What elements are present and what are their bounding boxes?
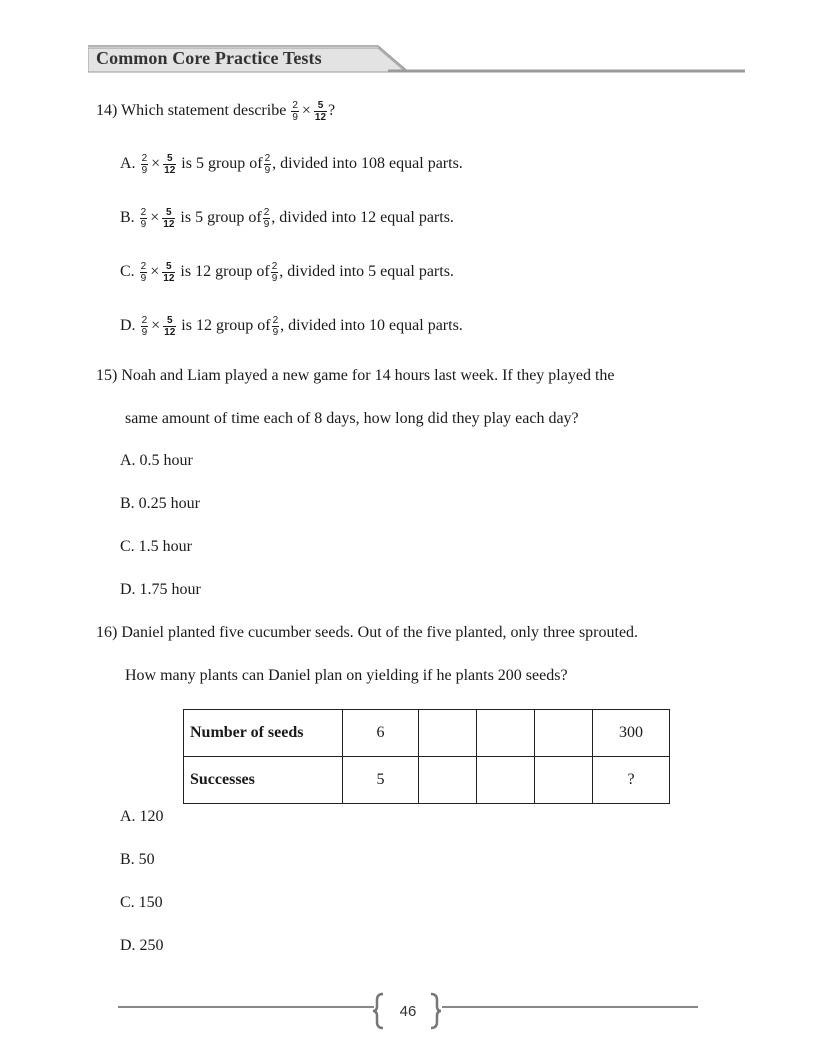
fraction-denominator: 12 (164, 327, 176, 338)
seeds-ratio-table (183, 709, 670, 804)
question-16-line-2: How many plants can Daniel plan on yielding if he plants 200 seeds? (125, 667, 568, 684)
fraction-two-ninths (272, 315, 280, 338)
option-letter: C. (120, 263, 135, 281)
option-text-end: , divided into 108 equal parts. (272, 155, 463, 173)
q14-option-b[interactable] (120, 207, 454, 230)
fraction-denominator: 12 (163, 273, 175, 284)
fraction-five-twelfths (163, 315, 176, 338)
q15-option-a[interactable]: A. 0.5 hour (120, 452, 193, 469)
fraction-numerator: 5 (317, 100, 324, 111)
option-letter: B. (120, 209, 135, 227)
fraction-denominator: 9 (140, 273, 147, 284)
table-cell: 5 (343, 757, 419, 804)
fraction-numerator: 2 (272, 315, 279, 326)
times-sign: × (151, 317, 161, 335)
row-label: Number of seeds (184, 710, 343, 757)
q15-option-d[interactable]: D. 1.75 hour (120, 581, 201, 598)
fraction-two-ninths (264, 153, 272, 176)
fraction-numerator: 2 (263, 207, 270, 218)
option-text-end: , divided into 12 equal parts. (271, 209, 454, 227)
fraction-denominator: 9 (272, 327, 279, 338)
fraction-two-ninths (271, 261, 279, 284)
table-cell (535, 710, 593, 757)
fraction-numerator: 2 (140, 207, 147, 218)
table-cell (419, 710, 477, 757)
row-label: Successes (184, 757, 343, 804)
fraction-numerator: 2 (271, 261, 278, 272)
q15-option-c[interactable]: C. 1.5 hour (120, 538, 192, 555)
fraction-two-ninths (140, 261, 148, 284)
fraction-numerator: 5 (166, 207, 172, 218)
question-16-line-1: 16) Daniel planted five cucumber seeds. Out of the five planted, only three sprouted. (96, 624, 639, 641)
fraction-two-ninths (291, 100, 299, 123)
table-cell: ? (593, 757, 670, 804)
header-title: Common Core Practice Tests (96, 48, 322, 68)
fraction-denominator: 12 (163, 219, 175, 230)
table-cell (477, 710, 535, 757)
fraction-numerator: 2 (264, 153, 271, 164)
fraction-numerator: 5 (166, 153, 173, 164)
question-14-text: 14) Which statement describe (96, 102, 287, 120)
fraction-numerator: 2 (141, 153, 148, 164)
times-sign: × (150, 263, 160, 281)
question-15-line-2: same amount of time each of 8 days, how long did they play each day? (125, 410, 579, 427)
table-cell: 300 (593, 710, 670, 757)
fraction-denominator: 9 (141, 165, 148, 176)
fraction-denominator: 12 (164, 165, 176, 176)
table-cell: 6 (343, 710, 419, 757)
table-row (184, 757, 670, 804)
question-14-stem (96, 100, 335, 123)
table-cell (535, 757, 593, 804)
fraction-two-ninths (141, 315, 149, 338)
fraction-denominator: 9 (141, 327, 148, 338)
fraction-numerator: 5 (166, 261, 172, 272)
q16-option-d[interactable]: D. 250 (120, 937, 164, 954)
fraction-denominator: 9 (264, 165, 271, 176)
table-row (184, 710, 670, 757)
fraction-denominator: 9 (271, 273, 278, 284)
q16-option-c[interactable]: C. 150 (120, 894, 163, 911)
fraction-five-twelfths (162, 207, 175, 230)
footer-rule-right (442, 1006, 698, 1008)
fraction-two-ninths (263, 207, 271, 230)
table-cell (419, 757, 477, 804)
fraction-two-ninths (140, 207, 148, 230)
option-text: is 5 group of (181, 155, 263, 173)
fraction-numerator: 2 (140, 261, 147, 272)
times-sign: × (150, 209, 160, 227)
option-text: is 12 group of (181, 317, 271, 335)
fraction-numerator: 2 (141, 315, 148, 326)
q14-option-a[interactable] (120, 153, 463, 176)
q14-option-c[interactable] (120, 261, 454, 284)
fraction-five-twelfths (163, 153, 176, 176)
option-text-end: , divided into 5 equal parts. (279, 263, 454, 281)
question-15-line-1: 15) Noah and Liam played a new game for 14 hours last week. If they played the (96, 367, 615, 384)
question-mark: ? (328, 102, 336, 120)
fraction-denominator: 12 (314, 112, 327, 123)
q14-option-d[interactable] (120, 315, 463, 338)
fraction-five-twelfths (162, 261, 175, 284)
q16-option-a[interactable]: A. 120 (120, 808, 164, 825)
page-header (88, 44, 745, 74)
times-sign: × (151, 155, 161, 173)
footer-rule-left (118, 1006, 374, 1008)
fraction-five-twelfths (314, 100, 327, 123)
times-sign: × (301, 102, 311, 120)
option-text-end: , divided into 10 equal parts. (280, 317, 463, 335)
q16-option-b[interactable]: B. 50 (120, 851, 155, 868)
fraction-denominator: 9 (140, 219, 147, 230)
fraction-numerator: 5 (166, 315, 173, 326)
table-cell (477, 757, 535, 804)
fraction-two-ninths (141, 153, 149, 176)
option-text: is 5 group of (180, 209, 262, 227)
option-text: is 12 group of (180, 263, 270, 281)
fraction-numerator: 2 (292, 100, 298, 111)
fraction-denominator: 9 (263, 219, 270, 230)
q15-option-b[interactable]: B. 0.25 hour (120, 495, 200, 512)
option-letter: D. (120, 317, 136, 335)
option-letter: A. (120, 155, 136, 173)
fraction-denominator: 9 (292, 112, 298, 123)
page-number: 46 (399, 1002, 417, 1020)
